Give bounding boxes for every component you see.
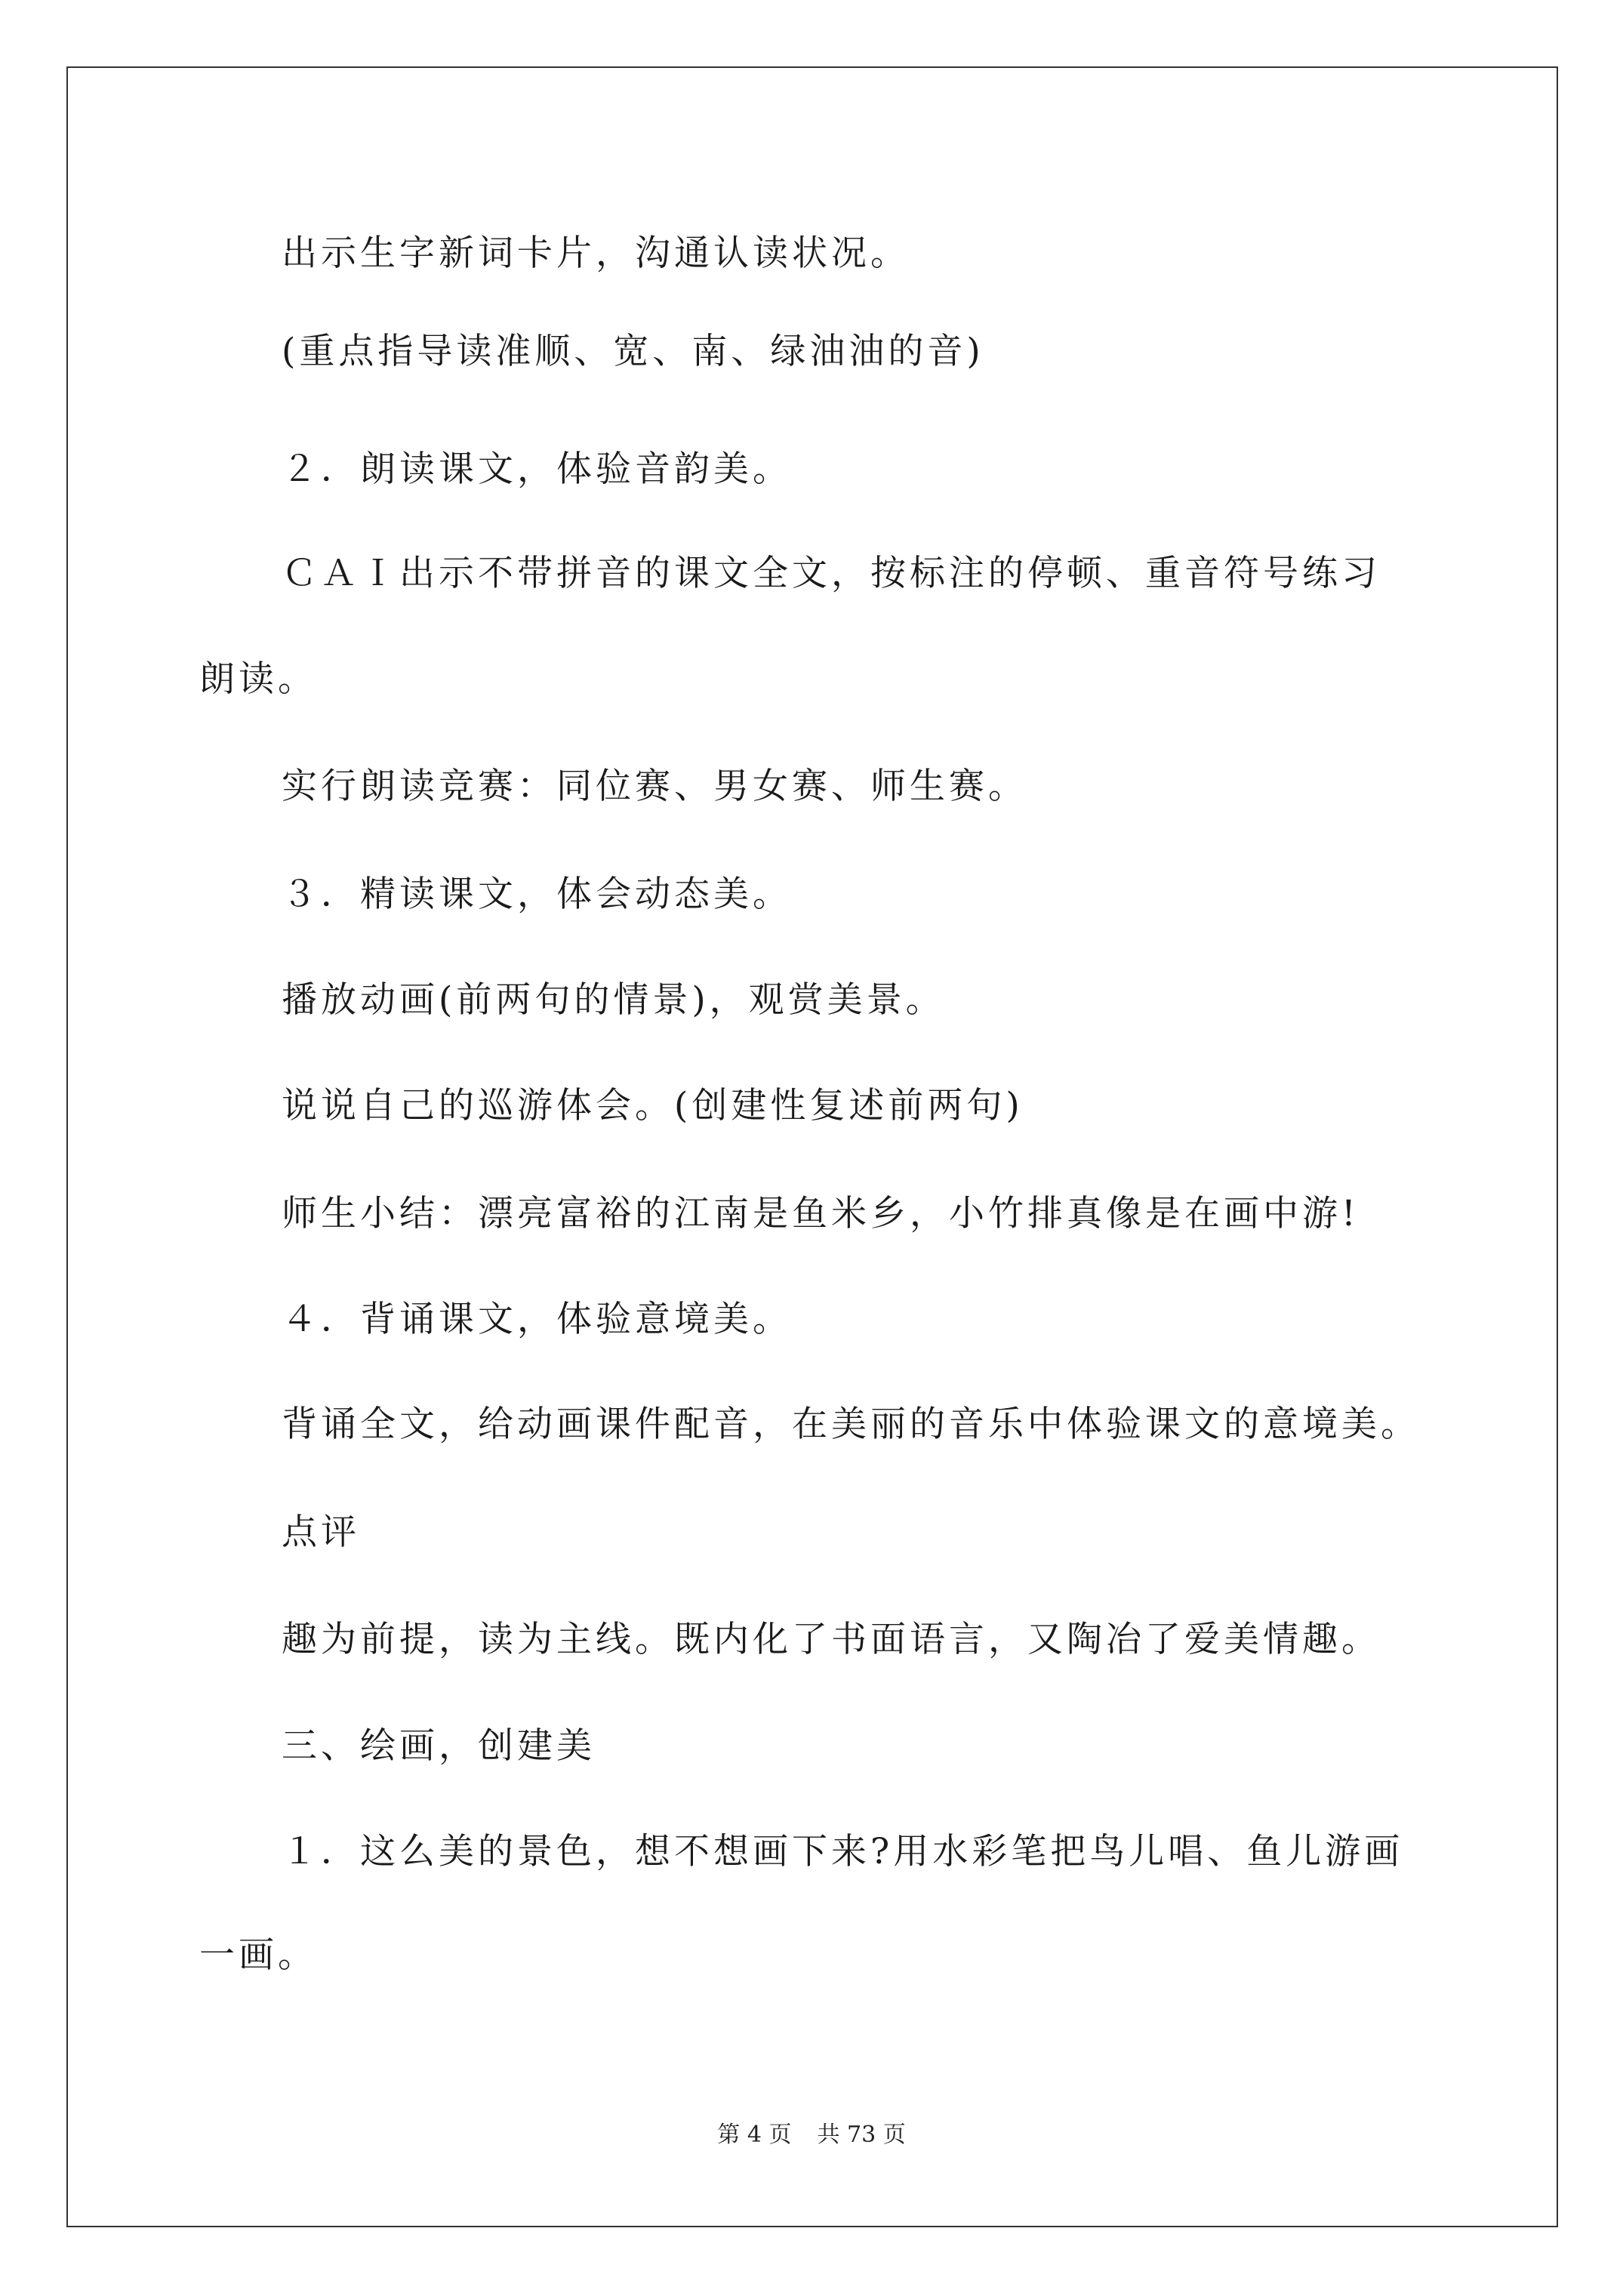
paragraph: 实行朗读竞赛：同位赛、男女赛、师生赛。 (282, 766, 1027, 807)
section-label: 点评 (282, 1512, 360, 1553)
paragraph: 背诵全文，给动画课件配音，在美丽的音乐中体验课文的意境美。 (282, 1404, 1420, 1445)
paragraph: １．这么美的景色，想不想画下来?用水彩笔把鸟儿唱、鱼儿游画 (282, 1831, 1404, 1872)
section-heading: 三、绘画，创建美 (282, 1725, 596, 1767)
paragraph: 出示生字新词卡片，沟通认读状况。 (282, 233, 910, 274)
paragraph: 播放动画(前两句的情景)，观赏美景。 (282, 979, 945, 1021)
paragraph-continuation: 一画。 (199, 1934, 317, 1976)
paragraph: ３．精读课文，体会动态美。 (282, 874, 792, 915)
paragraph: 说说自己的巡游体会。(创建性复述前两句) (282, 1085, 1024, 1126)
page-total: 共 73 页 (817, 2122, 906, 2148)
paragraph: ＣＡＩ出示不带拼音的课文全文，按标注的停顿、重音符号练习 (282, 553, 1381, 594)
paragraph: ４．背诵课文，体验意境美。 (282, 1299, 792, 1340)
page-footer (0, 2120, 1623, 2150)
paragraph-continuation: 朗读。 (199, 658, 317, 700)
paragraph: 趣为前提，读为主线。既内化了书面语言，又陶冶了爱美情趣。 (282, 1619, 1381, 1660)
page-frame (66, 66, 1558, 2227)
paragraph: (重点指导读准顺、宽、南、绿油油的音) (282, 331, 984, 372)
page-number: 第 4 页 (717, 2122, 792, 2148)
paragraph: 师生小结：漂亮富裕的江南是鱼米乡，小竹排真像是在画中游! (282, 1193, 1360, 1234)
paragraph: ２．朗读课文，体验音韵美。 (282, 448, 792, 490)
